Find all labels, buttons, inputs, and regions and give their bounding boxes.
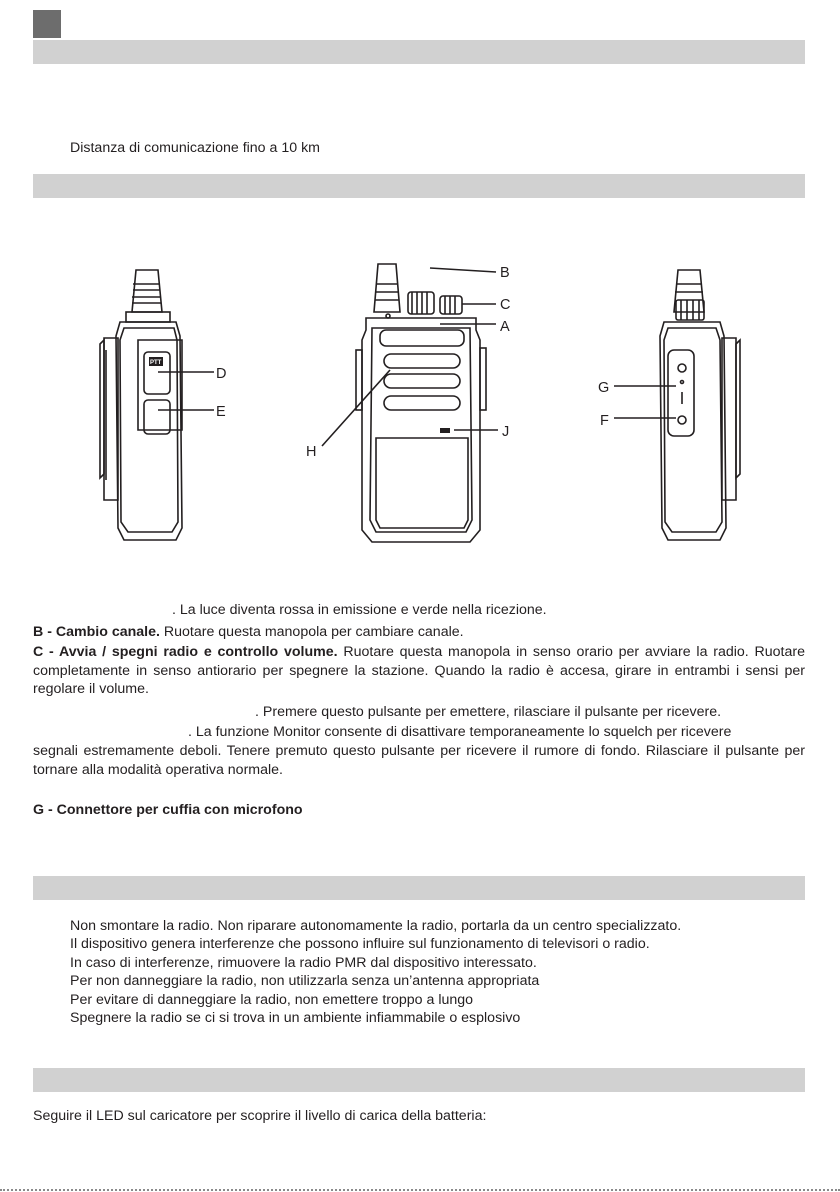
label-j: J: [502, 424, 510, 440]
list-item: Per evitare di danneggiare la radio, non emettere troppo a lungo: [70, 991, 474, 1008]
desc-b-text: Ruotare questa manopola per cambiare canale.: [159, 624, 464, 640]
section-header-bar: [33, 876, 805, 900]
desc-e-rest: segnali estremamente deboli. Tenere premuto questo pulsante per ricevere il rumore di fondo. Rilasciare il pulsante per tornare alla modalità operativa normale.: [33, 743, 805, 778]
radio-front-view: [306, 264, 510, 542]
desc-c-title: C - Avvia / spegni radio e controllo volume.: [33, 644, 338, 660]
section-header-bar: [33, 1068, 805, 1092]
radio-diagram: [0, 255, 840, 555]
radio-side-view-right: [598, 270, 740, 540]
list-item: Non smontare la radio. Non riparare autonomamente la radio, portarla da un centro specializzato.: [70, 918, 682, 934]
range-text: Distanza di comunicazione fino a 10 km: [70, 140, 320, 156]
radio-side-view-left: [100, 270, 226, 540]
desc-c-text: Ruotare questa manopola in senso orario per avviare la radio. Ruotare completamente in senso antiorario per spegnere la stazione. Quando la radio è accesa, girare in entrambi i sensi per regolare il volume.: [33, 644, 805, 697]
ptt-text: PTT: [150, 360, 162, 366]
section-header-bar: [33, 40, 805, 64]
label-a: A: [500, 319, 510, 335]
label-g: G: [598, 380, 610, 396]
desc-d: . Premere questo pulsante per emettere, rilasciare il pulsante per ricevere.: [255, 704, 722, 720]
label-b: B: [500, 265, 510, 281]
section-header-bar: [33, 174, 805, 198]
desc-a: . La luce diventa rossa in emissione e verde nella ricezione.: [172, 602, 547, 618]
label-d: D: [216, 366, 227, 382]
section-marker: [33, 10, 61, 38]
desc-g: G - Connettore per cuffia con microfono: [33, 802, 303, 818]
desc-b-title: B - Cambio canale.: [33, 624, 160, 640]
list-item: Per non danneggiare la radio, non utilizzarla senza un’antenna appropriata: [70, 973, 540, 990]
label-h: H: [306, 444, 317, 460]
list-item: Il dispositivo genera interferenze che possono influire sul funzionamento di televisori o radio.: [70, 936, 650, 953]
desc-e-line1: . La funzione Monitor consente di disattivare temporaneamente lo squelch per ricevere: [188, 724, 732, 740]
desc-b: [33, 623, 464, 642]
label-e: E: [216, 404, 226, 420]
safety-list: [70, 917, 681, 1027]
page-edge-divider: [0, 1189, 840, 1191]
list-item: Spegnere la radio se ci si trova in un ambiente infiammabile o esplosivo: [70, 1010, 521, 1027]
label-c: C: [500, 297, 511, 313]
list-item: In caso di interferenze, rimuovere la radio PMR dal dispositivo interessato.: [70, 954, 537, 971]
label-f: F: [600, 413, 609, 429]
desc-c: [33, 643, 805, 699]
charging-text: Seguire il LED sul caricatore per scoprire il livello di carica della batteria:: [33, 1108, 487, 1124]
